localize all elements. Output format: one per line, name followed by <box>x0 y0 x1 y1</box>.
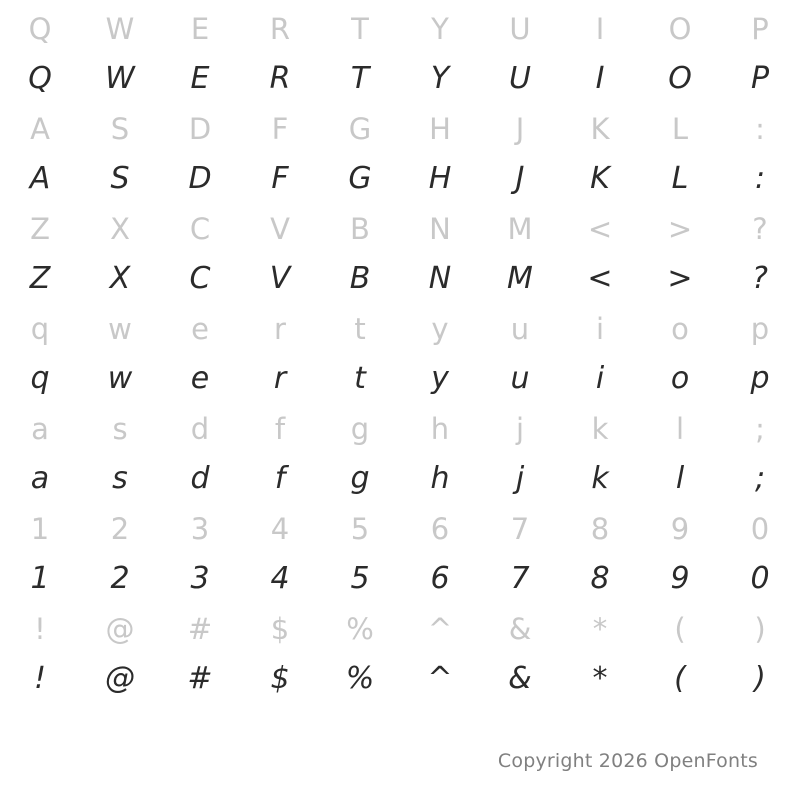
glyph-cell: I <box>595 61 605 96</box>
glyph-row <box>0 454 800 504</box>
glyph-row <box>0 404 800 454</box>
glyph-row <box>0 304 800 354</box>
glyph-cell: L <box>671 161 689 196</box>
glyph-cell: p <box>750 361 770 396</box>
glyph-cell: w <box>107 361 133 396</box>
glyph-cell: 0 <box>750 561 770 596</box>
glyph-cell: 6 <box>430 511 450 546</box>
glyph-cell: j <box>515 411 525 446</box>
glyph-cell: t <box>354 361 366 396</box>
glyph-cell: Q <box>28 11 52 46</box>
glyph-cell: k <box>591 411 609 446</box>
glyph-cell: 0 <box>750 511 770 546</box>
glyph-cell: 2 <box>110 561 130 596</box>
glyph-cell: : <box>755 111 765 146</box>
glyph-cell: J <box>515 111 525 146</box>
glyph-cell: Q <box>28 61 52 96</box>
glyph-cell: S <box>110 161 130 196</box>
glyph-cell: g <box>350 461 370 496</box>
glyph-cell: < <box>587 211 613 246</box>
glyph-cell: @ <box>105 611 135 646</box>
glyph-cell: N <box>429 211 451 246</box>
glyph-cell: 9 <box>670 561 690 596</box>
glyph-cell: ? <box>752 211 768 246</box>
glyph-cell: I <box>595 11 605 46</box>
glyph-cell: U <box>509 11 531 46</box>
glyph-cell: r <box>273 361 287 396</box>
glyph-cell: ( <box>674 611 686 646</box>
glyph-cell: Z <box>29 261 51 296</box>
glyph-cell: M <box>507 261 533 296</box>
glyph-cell: Y <box>431 11 449 46</box>
glyph-cell: F <box>271 111 289 146</box>
glyph-cell: F <box>271 161 289 196</box>
glyph-cell: i <box>595 311 605 346</box>
glyph-cell: s <box>112 461 128 496</box>
glyph-cell: y <box>431 361 449 396</box>
glyph-cell: # <box>187 611 213 646</box>
glyph-cell: C <box>189 261 211 296</box>
glyph-cell: 8 <box>590 561 610 596</box>
glyph-cell: L <box>671 111 689 146</box>
glyph-row <box>0 604 800 654</box>
glyph-cell: $ <box>270 611 290 646</box>
glyph-cell: * <box>592 661 608 696</box>
glyph-cell: D <box>188 111 212 146</box>
glyph-cell: r <box>274 311 286 346</box>
glyph-cell: : <box>754 161 766 196</box>
glyph-cell: % <box>345 661 375 696</box>
glyph-cell: e <box>190 361 210 396</box>
glyph-cell: K <box>590 161 610 196</box>
glyph-cell: 9 <box>670 511 690 546</box>
glyph-cell: e <box>191 311 209 346</box>
glyph-cell: h <box>430 461 450 496</box>
glyph-cell: s <box>112 411 128 446</box>
glyph-cell: 5 <box>350 561 370 596</box>
glyph-row <box>0 104 800 154</box>
glyph-cell: 3 <box>190 511 210 546</box>
glyph-cell: y <box>431 311 449 346</box>
glyph-cell: 5 <box>350 511 370 546</box>
glyph-cell: 8 <box>590 511 610 546</box>
glyph-cell: R <box>269 11 291 46</box>
glyph-cell: > <box>667 211 693 246</box>
glyph-cell: ^ <box>427 661 453 696</box>
glyph-cell: S <box>110 111 130 146</box>
glyph-cell: f <box>274 411 286 446</box>
glyph-cell: ! <box>34 611 46 646</box>
glyph-cell: * <box>592 611 608 646</box>
glyph-cell: ; <box>755 411 765 446</box>
glyph-cell: P <box>750 61 770 96</box>
glyph-cell: ? <box>752 261 768 296</box>
glyph-cell: ( <box>674 661 686 696</box>
glyph-cell: d <box>190 411 210 446</box>
glyph-cell: 1 <box>30 561 50 596</box>
glyph-cell: d <box>190 461 210 496</box>
glyph-cell: p <box>750 311 770 346</box>
glyph-cell: G <box>348 161 372 196</box>
glyph-cell: N <box>428 261 452 296</box>
glyph-cell: 6 <box>430 561 450 596</box>
glyph-cell: A <box>30 111 50 146</box>
glyph-cell: O <box>668 11 692 46</box>
glyph-cell: A <box>29 161 51 196</box>
glyph-cell: G <box>348 111 372 146</box>
glyph-cell: g <box>350 411 370 446</box>
glyph-cell: > <box>667 261 693 296</box>
glyph-cell: i <box>595 361 605 396</box>
glyph-row <box>0 54 800 104</box>
glyph-cell: f <box>274 461 286 496</box>
glyph-cell: P <box>751 11 769 46</box>
glyph-cell: Z <box>30 211 50 246</box>
glyph-cell: w <box>108 311 132 346</box>
glyph-cell: H <box>429 111 451 146</box>
glyph-cell: T <box>351 11 369 46</box>
glyph-cell: W <box>105 11 135 46</box>
glyph-cell: J <box>515 161 525 196</box>
glyph-row <box>0 504 800 554</box>
glyph-cell: % <box>346 611 374 646</box>
glyph-cell: ! <box>33 661 47 696</box>
glyph-cell: k <box>591 461 609 496</box>
glyph-cell: o <box>671 311 689 346</box>
glyph-cell: B <box>350 211 370 246</box>
glyph-cell: a <box>30 461 50 496</box>
glyph-cell: 1 <box>30 511 50 546</box>
glyph-cell: @ <box>105 661 135 696</box>
glyph-cell: D <box>188 161 212 196</box>
glyph-cell: X <box>109 261 131 296</box>
glyph-row <box>0 654 800 704</box>
glyph-row <box>0 354 800 404</box>
glyph-cell: j <box>515 461 525 496</box>
glyph-cell: V <box>269 261 291 296</box>
glyph-cell: < <box>587 261 613 296</box>
glyph-cell: 4 <box>270 561 290 596</box>
glyph-cell: 2 <box>110 511 130 546</box>
glyph-cell: # <box>187 661 213 696</box>
glyph-cell: ; <box>754 461 766 496</box>
glyph-cell: W <box>105 61 135 96</box>
glyph-row <box>0 254 800 304</box>
glyph-row <box>0 204 800 254</box>
glyph-cell: & <box>508 611 532 646</box>
glyph-cell: $ <box>270 661 290 696</box>
glyph-cell: ) <box>754 661 766 696</box>
glyph-cell: a <box>31 411 49 446</box>
glyph-cell: V <box>270 211 290 246</box>
glyph-row <box>0 4 800 54</box>
glyph-cell: K <box>590 111 610 146</box>
glyph-cell: u <box>510 361 530 396</box>
glyph-cell: l <box>675 411 685 446</box>
glyph-cell: B <box>349 261 371 296</box>
glyph-cell: h <box>430 411 450 446</box>
glyph-cell: E <box>190 61 210 96</box>
glyph-cell: q <box>30 361 50 396</box>
glyph-cell: H <box>428 161 452 196</box>
glyph-cell: u <box>510 311 530 346</box>
glyph-cell: C <box>189 211 211 246</box>
glyph-row <box>0 154 800 204</box>
glyph-cell: O <box>668 61 692 96</box>
glyph-row <box>0 554 800 604</box>
glyph-cell: E <box>190 11 210 46</box>
copyright-notice: Copyright 2026 OpenFonts <box>497 750 758 772</box>
glyph-cell: & <box>508 661 532 696</box>
glyph-cell: T <box>350 61 370 96</box>
glyph-cell: 3 <box>190 561 210 596</box>
glyph-cell: ^ <box>427 611 453 646</box>
glyph-cell: l <box>675 461 685 496</box>
glyph-cell: 7 <box>510 561 530 596</box>
glyph-cell: q <box>30 311 50 346</box>
glyph-cell: Y <box>430 61 450 96</box>
glyph-cell: t <box>354 311 366 346</box>
glyph-cell: X <box>110 211 130 246</box>
glyph-cell: 7 <box>510 511 530 546</box>
glyph-cell: U <box>509 61 531 96</box>
glyph-cell: M <box>507 211 533 246</box>
glyph-cell: o <box>670 361 690 396</box>
glyph-cell: R <box>269 61 291 96</box>
glyph-cell: 4 <box>270 511 290 546</box>
glyph-cell: ) <box>754 611 766 646</box>
